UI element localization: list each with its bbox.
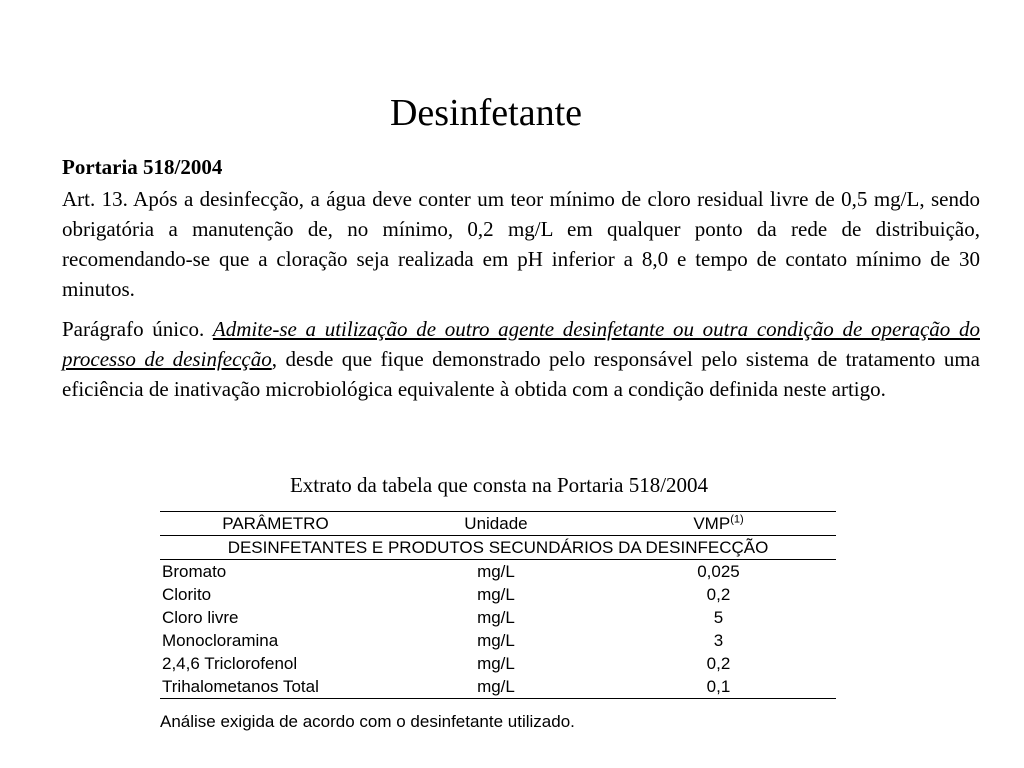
header-vmp <box>601 512 836 536</box>
header-unidade: Unidade <box>391 512 601 536</box>
sole-paragraph-suffix: , desde que fique demonstrado pelo responsável pelo sistema de tratamento uma eficiência de inativação microbiológica equivalente à obtida com a condição definida neste artigo. <box>62 347 981 401</box>
table-row <box>160 606 836 629</box>
table-row <box>160 560 836 584</box>
cell-unidade: mg/L <box>477 585 515 604</box>
text-block <box>62 150 980 404</box>
header-vmp-note: (1) <box>730 513 744 526</box>
table-row <box>160 629 836 652</box>
cell-unidade: mg/L <box>477 608 515 627</box>
cell-parametro: Bromato <box>162 562 227 581</box>
cell-parametro: Cloro livre <box>162 608 239 627</box>
article-paragraph: Art. 13. Após a desinfecção, a água deve conter um teor mínimo de cloro residual livre de 0,5 mg/L, sendo obrigatória a manutenção de, no mínimo, 0,2 mg/L em qualquer ponto da rede de distribuição, recomendando-se que a cloração seja realizada em pH inferior a 8,0 e tempo de contato mínimo de 30 minutos. <box>62 187 980 301</box>
cell-vmp: 0,025 <box>697 562 740 581</box>
cell-parametro: 2,4,6 Triclorofenol <box>162 654 298 673</box>
cell-parametro: Monocloramina <box>162 631 279 650</box>
sole-paragraph <box>62 314 980 404</box>
cell-unidade: mg/L <box>391 675 601 699</box>
section-heading: Portaria 518/2004 <box>62 155 223 179</box>
cell-vmp: 0,2 <box>706 654 731 673</box>
table-header-row <box>160 512 836 536</box>
cell-unidade: mg/L <box>477 562 515 581</box>
header-vmp-label: VMP <box>693 514 731 533</box>
cell-parametro: Clorito <box>162 585 212 604</box>
table-caption: Extrato da tabela que consta na Portaria 518/2004 <box>289 473 709 497</box>
sole-paragraph-prefix: Parágrafo único. <box>62 317 213 341</box>
cell-parametro: Trihalometanos Total <box>160 675 391 699</box>
group-label: DESINFETANTES E PRODUTOS SECUNDÁRIOS DA DESINFECÇÃO <box>160 536 836 560</box>
table-row <box>160 652 836 675</box>
cell-unidade: mg/L <box>477 654 515 673</box>
table-row <box>160 583 836 606</box>
cell-vmp: 0,1 <box>601 675 836 699</box>
cell-vmp: 0,2 <box>706 585 731 604</box>
slide-title: Desinfetante <box>389 92 583 135</box>
cell-unidade: mg/L <box>477 631 515 650</box>
cell-vmp: 5 <box>713 608 724 627</box>
table-row <box>160 675 836 699</box>
parameter-table <box>160 511 836 699</box>
sole-paragraph-emphasis: Admite-se a utilização de outro agente desinfetante ou outra condição de operação do processo de desinfecção <box>62 317 980 371</box>
header-parametro: PARÂMETRO <box>160 512 391 536</box>
table-group-row <box>160 536 836 560</box>
table-footnote: Análise exigida de acordo com o desinfetante utilizado. <box>160 712 575 731</box>
cell-vmp: 3 <box>713 631 724 650</box>
